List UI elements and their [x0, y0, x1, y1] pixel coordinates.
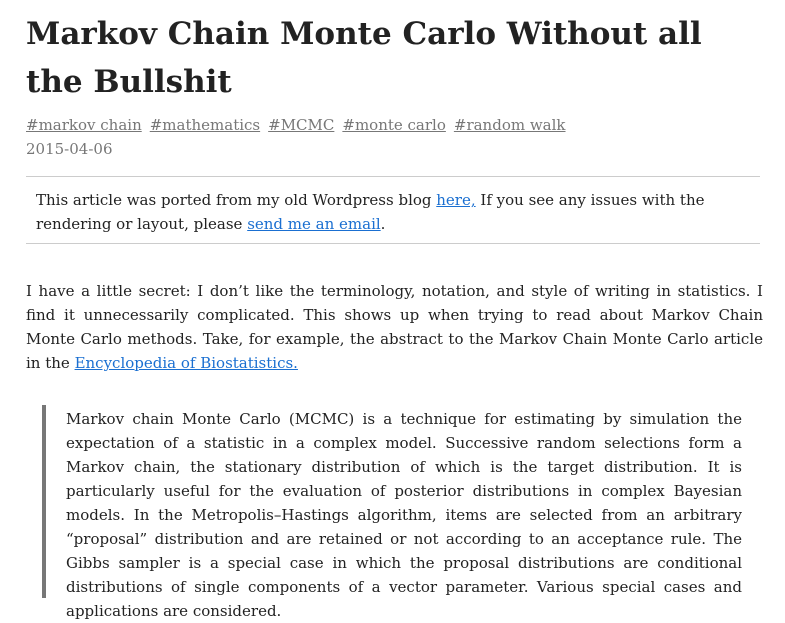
- notice-text-after: .: [380, 215, 386, 233]
- tag-list: [26, 114, 574, 136]
- tag-link[interactable]: #MCMC: [268, 116, 335, 134]
- notice-text-middle: If you see any issues with the rendering or layout, please: [36, 191, 705, 233]
- notice-text: [36, 188, 758, 236]
- intro-text: I have a little secret: I don’t like the terminology, notation, and style of writing in statistics. I find it unnecessarily complicated. This shows up when trying to read about Markov Chain Monte Carlo methods. Take, for example, the abstract to the Markov Chain Monte Carlo article in the: [26, 282, 763, 372]
- email-link[interactable]: send me an email: [247, 215, 381, 233]
- tag-link[interactable]: #markov chain: [26, 116, 142, 134]
- tag-link[interactable]: #mathematics: [149, 116, 261, 134]
- abstract-blockquote: [42, 405, 742, 620]
- intro-paragraph: [26, 279, 763, 375]
- tag-link[interactable]: #random walk: [453, 116, 566, 134]
- blockquote-text: Markov chain Monte Carlo (MCMC) is a technique for estimating by simulation the expectation of a statistic in a complex model. Successive random selections form a Markov chain, the stationary distribution of which is the target distribution. It is particularly useful for the evaluation of posterior distributions in complex Bayesian models. In the Metropolis–Hastings algorithm, items are selected from an arbitrary “proposal” distribution and are retained or not according to an acceptance rule. The Gibbs sampler is a special case in which the proposal distributions are conditional distributions of single components of a vector parameter. Various special cases and applications are considered.: [66, 410, 742, 620]
- tag-link[interactable]: #monte carlo: [342, 116, 446, 134]
- post-date: 2015-04-06: [26, 140, 113, 158]
- encyclopedia-link[interactable]: Encyclopedia of Biostatistics.: [74, 354, 298, 372]
- port-notice: [26, 176, 760, 244]
- notice-text-before: This article was ported from my old Wordpress blog: [36, 191, 437, 209]
- wordpress-link[interactable]: here,: [436, 191, 476, 209]
- page-title: Markov Chain Monte Carlo Without all the Bullshit: [26, 16, 702, 100]
